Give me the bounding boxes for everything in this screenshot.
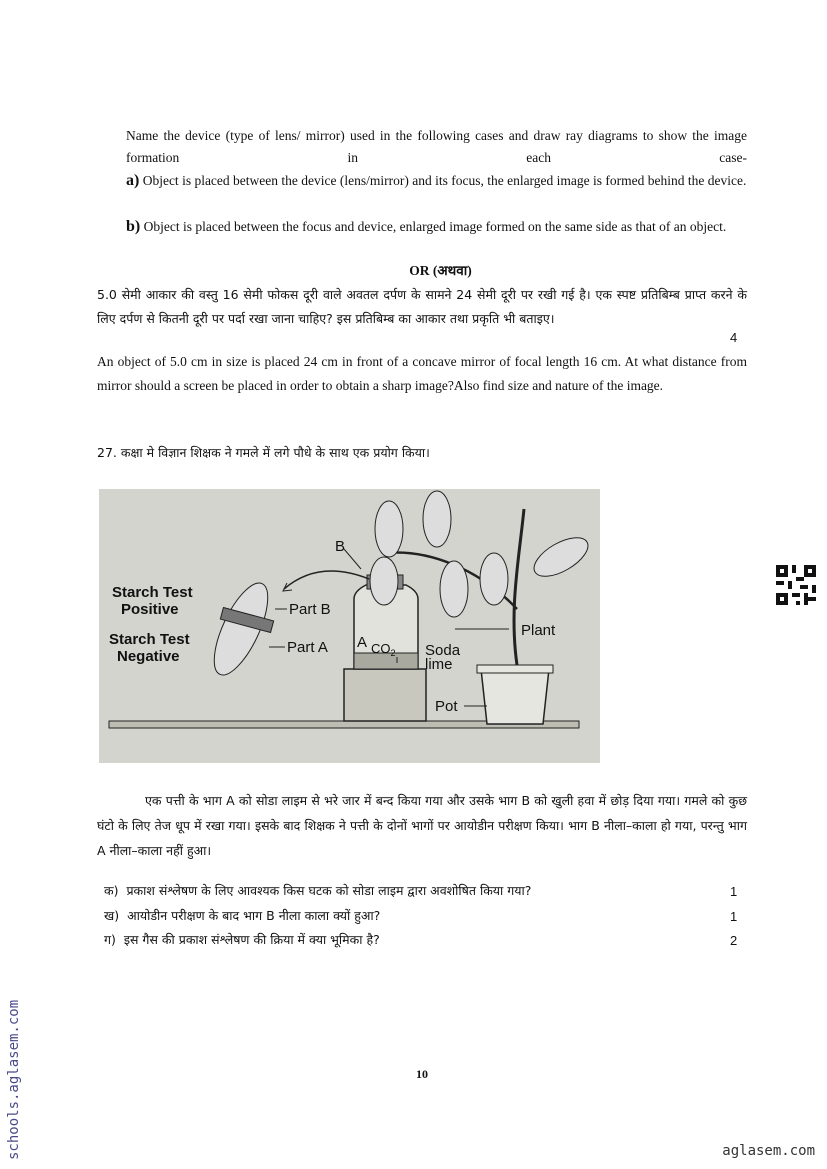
subq-ka: क) प्रकाश संश्लेषण के लिए आवश्यक किस घटक को सोडा लाइम द्वारा अवशोषित किया गया? xyxy=(104,883,532,898)
subq-kha: ख) आयोडीन परीक्षण के बाद भाग B नीला काला क्यों हुआ? xyxy=(104,908,381,923)
qr-code-icon xyxy=(776,565,816,605)
label-b: B xyxy=(335,538,346,555)
or-heading: OR (अथवा) xyxy=(409,263,472,278)
subq-kha-marks: 1 xyxy=(730,909,738,924)
label-co2: $CO_2$ xyxy=(371,641,396,658)
q27-paragraph: एक पत्ती के भाग A को सोडा लाइम से भरे जार में बन्द किया गया और उसके भाग B को खुली हवा में छोड़ दिया गया। गमले को कुछ घंटो के लिए तेज धूप में रखा गया। इसके बाद शिक्षक ने पत्ती के दोनों भागों पर आयोडीन परीक्षण किया। भाग B नीला–काला हो गया, परन्तु भाग A नीला–काला नहीं हुआ। xyxy=(97,793,747,858)
q26-part-b xyxy=(126,216,747,238)
label-starch-negative-2: Negative xyxy=(117,648,180,665)
label-part-a: Part A xyxy=(287,639,328,656)
label-lime: lime xyxy=(425,656,453,673)
watermark-left: schools.aglasem.com xyxy=(6,999,22,1160)
q26-a-text: Object is placed between the device (lens/mirror) and its focus, the enlarged image is formed behind the device. xyxy=(142,173,747,188)
label-pot: Pot xyxy=(435,698,458,715)
label-starch-positive-2: Positive xyxy=(121,601,179,618)
label-soda: Soda xyxy=(425,642,461,659)
q26-hindi: 5.0 सेमी आकार की वस्तु 16 सेमी फोकस दूरी वाले अवतल दर्पण के सामने 24 सेमी दूरी पर रखी गई है। एक स्पष्ट प्रतिबिम्ब प्राप्त करने के लिए दर्पण से कितनी दूरी पर पर्दा रखा जाना चाहिए? इस प्रतिबिम्ब का आकार तथा प्रकृति भी बताइए। xyxy=(97,287,747,326)
plant-experiment-figure xyxy=(99,489,600,763)
q27-intro: 27. कक्षा मे विज्ञान शिक्षक ने गमले में लगे पौधे के साथ एक प्रयोग किया। xyxy=(97,445,430,460)
q26-a-label: a) xyxy=(126,172,140,189)
subq-ga: ग) इस गैस की प्रकाश संश्लेषण की क्रिया में क्या भूमिका है? xyxy=(104,932,380,947)
stand-box xyxy=(344,669,426,721)
q26-marks: 4 xyxy=(730,330,738,345)
watermark-right: aglasem.com xyxy=(722,1143,815,1159)
label-starch-positive-1: Starch Test xyxy=(112,584,193,601)
label-plant: Plant xyxy=(521,622,556,639)
subq-ga-marks: 2 xyxy=(730,933,738,948)
label-starch-negative-1: Starch Test xyxy=(109,631,190,648)
q26-intro: Name the device (type of lens/ mirror) used in the following cases and draw ray diagrams to show the image formation in each case- xyxy=(126,128,747,165)
label-a: A xyxy=(357,634,368,651)
subq-ka-marks: 1 xyxy=(730,884,738,899)
q26-part-a xyxy=(126,170,747,192)
q26-b-text: Object is placed between the focus and device, enlarged image formed on the same side as that of an object. xyxy=(143,219,727,234)
pot xyxy=(481,669,549,724)
page-number: 10 xyxy=(416,1067,428,1081)
q26-b-label: b) xyxy=(126,218,141,235)
label-part-b: Part B xyxy=(289,601,331,618)
q26-english: An object of 5.0 cm in size is placed 24 cm in front of a concave mirror of focal length 16 cm. At what distance from mirror should a screen be placed in order to obtain a sharp image?Also find size and nature of the image. xyxy=(97,354,747,393)
